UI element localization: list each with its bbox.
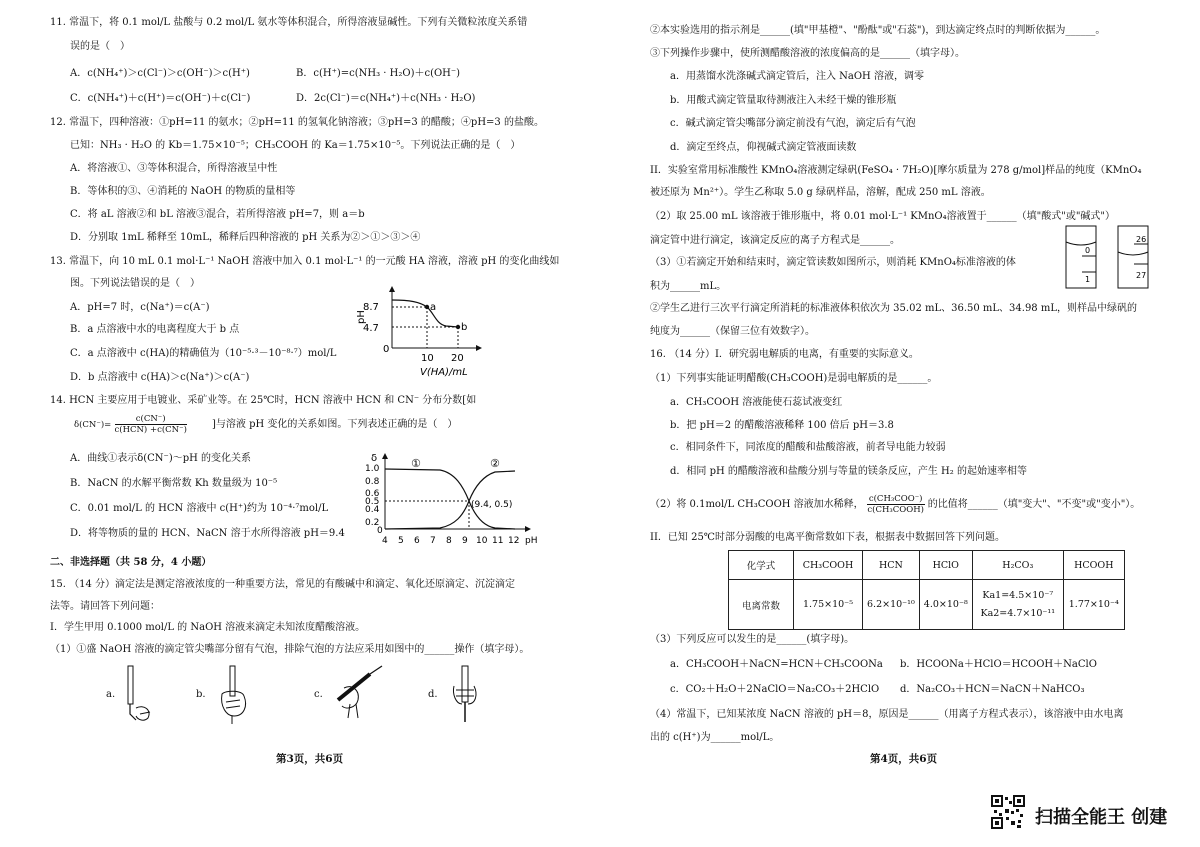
- table-cell: 电离常数: [729, 580, 794, 630]
- burette-figure-b: [212, 664, 257, 724]
- q14-xtick-11: 11: [492, 536, 504, 546]
- q15-error-option-c: c．碱式滴定管尖嘴部分滴定前没有气泡，滴定后有气泡: [670, 118, 916, 129]
- q13-point-b: b: [461, 322, 468, 333]
- q14-xtick-10: 10: [476, 536, 488, 546]
- q15-sub-3-2: ②学生乙进行三次平行滴定所消耗的标准液体积依次为 35.02 mL、36.50 mL、34.98 mL，则样品中绿矾的: [650, 303, 1137, 314]
- q15-part-2-cont: 被还原为 Mn²⁺）。学生乙称取 5.0 g 绿矾样品，溶解，配成 250 mL 溶液。: [650, 187, 991, 198]
- q14-option-c: C．0.01 mol/L 的 HCN 溶液中 c(H⁺)约为 10⁻⁴·⁷mol/L: [70, 503, 329, 514]
- table-header-cell: HClO: [919, 551, 972, 580]
- q15-indicator-line: ②本实验选用的指示剂是______(填"甲基橙"、"酚酞"或"石蕊")，到达滴定终点时的判断依据为______。: [650, 25, 1106, 36]
- q15-error-line: ③下列操作步骤中，使所测醋酸溶液的浓度偏高的是______（填字母）。: [650, 48, 965, 59]
- q13-option-b: B．a 点溶液中水的电离程度大于 b 点: [70, 324, 240, 335]
- q14-option-d: D．将等物质的量的 HCN、NaCN 溶于水所得溶液 pH＝9.4: [70, 528, 345, 539]
- q16-sub-3-option-b: b．HCOONa＋HClO＝HCOOH＋NaClO: [900, 659, 1097, 670]
- q16-sub-3-option-a: a．CH₃COOH＋NaCN=HCN＋CH₃COONa: [670, 659, 883, 670]
- table-cell: 6.2×10⁻¹⁰: [863, 580, 920, 630]
- q16-sub-2-den: c(CH₃COOH): [867, 505, 924, 515]
- q14-cross-point-label: (9.4, 0.5): [471, 500, 513, 510]
- q15-sub-3: （3）①若滴定开始和结束时，滴定管读数如图所示，则消耗 KMnO₄标准溶液的体: [650, 257, 1016, 268]
- q14-option-b: B．NaCN 的水解平衡常数 Kh 数量级为 10⁻⁵: [70, 478, 278, 489]
- q11-stem-2: 误的是（ ）: [70, 41, 130, 52]
- q16-sub-2-num: c(CH₃COO⁻): [868, 494, 923, 504]
- table-header-cell: CH₃COOH: [794, 551, 863, 580]
- q14-xtick-9: 9: [462, 536, 468, 546]
- table-header-cell: HCN: [863, 551, 920, 580]
- q12-stem: 12. 常温下，四种溶液：①pH=11 的氨水；②pH=11 的氢氧化钠溶液；③pH=3 的醋酸；④pH=3 的盐酸。: [50, 117, 544, 128]
- q15-fig-b-label: b.: [196, 689, 206, 700]
- q14-stem-2: ]与溶液 pH 变化的关系如图。下列表述正确的是（ ）: [212, 419, 458, 430]
- q15-fig-a-label: a.: [106, 689, 116, 700]
- q11-option-a: A．c(NH₄⁺)＞c(Cl⁻)＞c(OH⁻)＞c(H⁺): [70, 68, 250, 79]
- q14-delta-definition: [74, 414, 187, 435]
- q14-xtick-7: 7: [430, 536, 436, 546]
- q14-xtick-6: 6: [414, 536, 420, 546]
- q16-sub-2-fraction: [867, 494, 925, 515]
- table-header-cell: HCOOH: [1063, 551, 1124, 580]
- q13-stem-2: 图。下列说法错误的是（ ）: [70, 278, 200, 289]
- q14-y-label: δ: [371, 453, 378, 464]
- q13-option-a: A．pH=7 时，c(Na⁺)＝c(A⁻): [70, 302, 210, 313]
- q14-ytick-08: 0.8: [365, 477, 380, 487]
- q14-ytick-05: 0.5: [365, 497, 380, 507]
- q14-xtick-4: 4: [382, 536, 388, 546]
- q13-option-d: D．b 点溶液中 c(HA)＞c(Na⁺)＞c(A⁻): [70, 372, 250, 383]
- q16-sub-3-option-c: c．CO₂＋H₂O＋2NaClO＝Na₂CO₃＋2HClO: [670, 684, 880, 695]
- table-cell-ka2: Ka2=4.7×10⁻¹¹: [980, 607, 1056, 619]
- scanner-watermark: 扫描全能王 创建: [1035, 807, 1168, 828]
- q14-xtick-8: 8: [446, 536, 452, 546]
- table-header-cell: H₂CO₃: [972, 551, 1063, 580]
- q14-curve-1-label: ①: [411, 457, 421, 470]
- q14-x-label: pH: [525, 536, 538, 546]
- burette-figure-d: [448, 664, 488, 724]
- q13-ytick-47: 4.7: [363, 323, 379, 334]
- q16-sub-2-pre: （2）将 0.1mol/L CH₃COOH 溶液加水稀释，: [650, 499, 864, 510]
- burette-figure-c: [330, 660, 390, 724]
- q16-part-2: II．已知 25℃时部分弱酸的电离平衡常数如下表，根据表中数据回答下列问题。: [650, 532, 1005, 543]
- q14-ytick-02: 0.2: [365, 518, 380, 528]
- q14-option-a: A．曲线①表示δ(CN⁻)～pH 的变化关系: [70, 453, 252, 464]
- right-page-footer: 第4页，共6页: [870, 753, 938, 765]
- q14-ytick-04: 0.4: [365, 505, 380, 515]
- q12-option-a: A．将溶液①、③等体积混合，所得溶液呈中性: [70, 163, 278, 174]
- q16-sub-3: （3）下列反应可以发生的是______(填字母)。: [650, 634, 855, 645]
- q16-sub-3-option-d: d．Na₂CO₃＋HCN＝NaCN＋NaHCO₃: [900, 684, 1085, 695]
- q15-error-option-a: a．用蒸馏水洗涤碱式滴定管后，注入 NaOH 溶液，调零: [670, 71, 924, 82]
- q13-stem: 13. 常温下，向 10 mL 0.1 mol·L⁻¹ NaOH 溶液中加入 0.1 mol·L⁻¹ 的一元酸 HA 溶液，溶液 pH 的变化曲线如: [50, 256, 560, 267]
- burette-reading-figure: [1062, 222, 1172, 292]
- burette-1-tick-0: 0: [1085, 246, 1091, 255]
- q15-sub-2-cont: 滴定管中进行滴定，该滴定反应的离子方程式是______。: [650, 235, 900, 246]
- q15-stem: 15. （14 分）滴定法是测定溶液浓度的一种重要方法，常见的有酸碱中和滴定、氧化还原滴定、沉淀滴定: [50, 579, 515, 590]
- table-header-row: [729, 551, 1125, 580]
- q14-curve-2-label: ②: [490, 457, 500, 470]
- q13-point-a: a: [430, 302, 437, 313]
- q16-stem: 16. （14 分）I．研究弱电解质的电离，有重要的实际意义。: [650, 349, 919, 360]
- table-cell-ka1: Ka1=4.5×10⁻⁷: [982, 589, 1054, 601]
- q14-stem: 14. HCN 主要应用于电镀业、采矿业等。在 25℃时，HCN 溶液中 HCN 和 CN⁻ 分布分数[如: [50, 395, 477, 406]
- q14-delta-num: c(CN⁻): [115, 414, 187, 425]
- section-2-heading: 二、非选择题（共 58 分，4 小题）: [50, 557, 212, 568]
- q15-fig-d-label: d.: [428, 689, 438, 700]
- q15-error-option-b: b．用酸式滴定管量取待测液注入未经干燥的锥形瓶: [670, 95, 897, 106]
- q13-x-label: V(HA)/mL: [420, 367, 468, 378]
- q14-ytick-1: 1.0: [365, 464, 380, 474]
- q15-stem-2: 法等。请回答下列问题：: [50, 601, 160, 612]
- q16-sub-1-option-b: b．把 pH＝2 的醋酸溶液稀释 100 倍后 pH＝3.8: [670, 420, 894, 431]
- q14-delta-fraction: [115, 414, 187, 435]
- q13-ph-curve-figure: [350, 280, 490, 380]
- burette-2-tick-26: 26: [1136, 235, 1147, 244]
- burette-figure-a: [118, 664, 163, 724]
- table-cell: 1.77×10⁻⁴: [1063, 580, 1124, 630]
- q14-delta-lhs: δ(CN⁻)=: [74, 420, 112, 430]
- q14-xtick-12: 12: [508, 536, 520, 546]
- q13-xtick-10: 10: [421, 353, 434, 364]
- q15-sub-3-cont: 积为______mL。: [650, 281, 727, 292]
- q12-stem-2: 已知：NH₃ · H₂O 的 Kb＝1.75×10⁻⁵；CH₃COOH 的 Ka＝1.75×10⁻⁵。下列说法正确的是（ ）: [70, 140, 521, 151]
- q16-sub-1-option-a: a．CH₃COOH 溶液能使石蕊试液变红: [670, 397, 843, 408]
- q12-option-d: D．分别取 1mL 稀释至 10mL，稀释后四种溶液的 pH 关系为②＞①＞③＞④: [70, 232, 421, 243]
- ionization-constant-table: [728, 550, 1125, 630]
- q12-option-c: C．将 aL 溶液②和 bL 溶液③混合，若所得溶液 pH=7，则 a＝b: [70, 209, 365, 220]
- q13-y-label: pH: [356, 310, 367, 324]
- burette-2-tick-27: 27: [1136, 271, 1147, 280]
- q14-ytick-0: 0: [377, 526, 383, 536]
- q14-distribution-figure: [345, 451, 545, 551]
- q16-sub-2: [650, 492, 1140, 518]
- q13-ytick-0: 0: [383, 344, 390, 355]
- q16-sub-2-post: 的比值将______（填"变大"、"不变"或"变小"）。: [927, 499, 1141, 510]
- table-cell-h2co3: [972, 580, 1063, 630]
- right-page: [600, 0, 1200, 847]
- q15-fig-c-label: c.: [314, 689, 323, 700]
- q14-delta-den: c(HCN) +c(CN⁻): [114, 425, 187, 435]
- q16-sub-4-cont: 出的 c(H⁺)为______mol/L。: [650, 732, 780, 743]
- q14-xtick-5: 5: [398, 536, 404, 546]
- q16-sub-1-option-c: c．相同条件下，同浓度的醋酸和盐酸溶液，前者导电能力较弱: [670, 442, 946, 453]
- q11-option-b: B．c(H⁺)=c(NH₃ · H₂O)＋c(OH⁻): [296, 68, 461, 79]
- table-cell: 4.0×10⁻⁸: [919, 580, 972, 630]
- left-page-footer: 第3页，共6页: [276, 753, 344, 765]
- table-cell: 1.75×10⁻⁵: [794, 580, 863, 630]
- q15-part-2: II．实验室常用标准酸性 KMnO₄溶液测定绿矾(FeSO₄ · 7H₂O)[摩尔质量为 278 g/mol]样品的纯度（KMnO₄: [650, 165, 1142, 176]
- q11-option-d: D．2c(Cl⁻)＝c(NH₄⁺)＋c(NH₃ · H₂O): [296, 93, 476, 104]
- q13-option-c: C．a 点溶液中 c(HA)的精确值为（10⁻⁵·³－10⁻⁸·⁷）mol/L: [70, 348, 337, 359]
- burette-1-tick-1: 1: [1085, 275, 1091, 284]
- table-header-cell: 化学式: [729, 551, 794, 580]
- q13-xtick-20: 20: [451, 353, 464, 364]
- q15-part-1: I．学生甲用 0.1000 mol/L 的 NaOH 溶液来滴定未知浓度醋酸溶液。: [50, 622, 366, 633]
- q13-ytick-87: 8.7: [363, 302, 379, 313]
- table-row: [729, 580, 1125, 630]
- q16-sub-4: （4）常温下，已知某浓度 NaCN 溶液的 pH＝8，原因是______（用离子方程式表示），该溶液中由水电离: [650, 709, 1124, 720]
- q11-stem: 11. 常温下，将 0.1 mol/L 盐酸与 0.2 mol/L 氨水等体积混合，所得溶液显碱性。下列有关微粒浓度关系错: [50, 17, 528, 28]
- qr-code-icon: [991, 795, 1025, 829]
- q14-ytick-06: 0.6: [365, 489, 380, 499]
- q11-option-c: C．c(NH₄⁺)＋c(H⁺)＝c(OH⁻)＋c(Cl⁻): [70, 93, 251, 104]
- q16-sub-1-option-d: d．相同 pH 的醋酸溶液和盐酸分别与等量的镁条反应，产生 H₂ 的起始速率相等: [670, 466, 1027, 477]
- q15-error-option-d: d．滴定至终点，仰视碱式滴定管液面读数: [670, 142, 857, 153]
- left-page: [0, 0, 598, 847]
- q15-sub-3-2-cont: 纯度为______（保留三位有效数字）。: [650, 326, 815, 337]
- q15-sub-1: （1）①盛 NaOH 溶液的滴定管尖嘴部分留有气泡，排除气泡的方法应采用如图中的______操作（填字母）。: [50, 644, 530, 655]
- q12-option-b: B．等体积的③、④消耗的 NaOH 的物质的量相等: [70, 186, 296, 197]
- q15-sub-2: （2）取 25.00 mL 该溶液于锥形瓶中，将 0.01 mol·L⁻¹ KMnO₄溶液置于______（填"酸式"或"碱式"）: [650, 211, 1116, 222]
- q16-sub-1: （1）下列事实能证明醋酸(CH₃COOH)是弱电解质的是______。: [650, 373, 938, 384]
